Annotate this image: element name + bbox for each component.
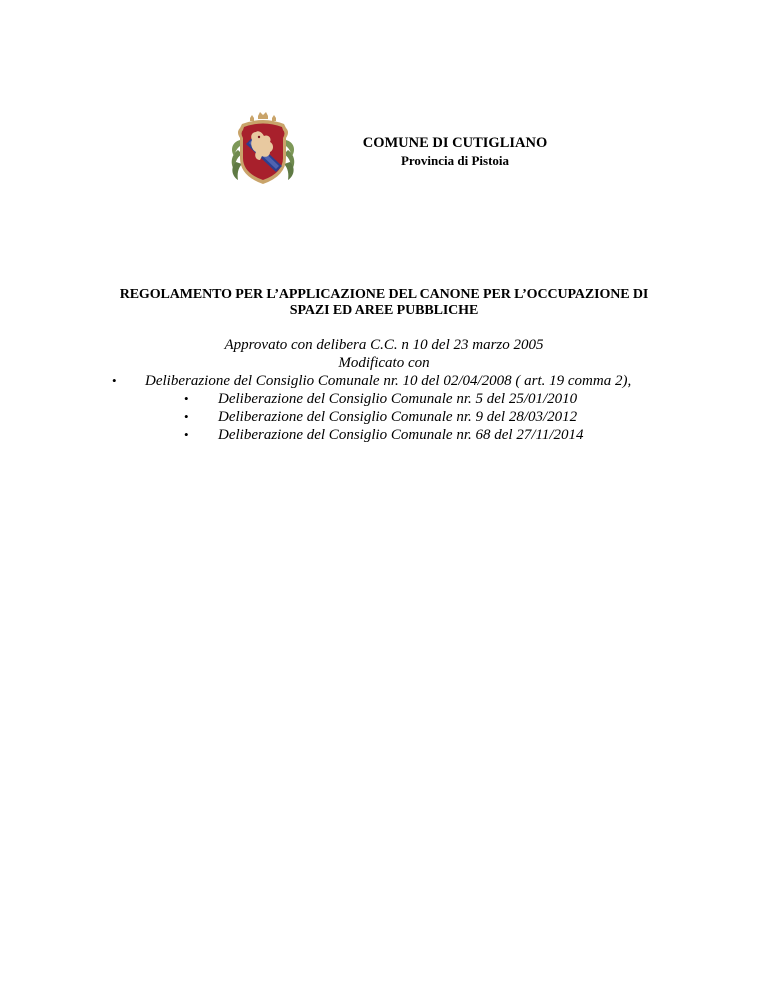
bullet-icon: • xyxy=(184,409,189,424)
document-title xyxy=(70,287,698,319)
amendments-list xyxy=(0,372,768,444)
comune-name: COMUNE DI CUTIGLIANO xyxy=(362,135,548,151)
approval-line: Approvato con delibera C.C. n 10 del 23 marzo 2005 xyxy=(224,337,544,353)
bullet-icon: • xyxy=(184,427,189,442)
amendment-item xyxy=(0,408,768,426)
document-title-line-2: SPAZI ED AREE PUBBLICHE xyxy=(289,303,479,318)
amendment-item xyxy=(0,390,768,408)
bullet-icon: • xyxy=(112,373,117,388)
modified-with-line: Modificato con xyxy=(338,355,430,371)
amendment-text: Deliberazione del Consiglio Comunale nr. 9 del 28/03/2012 xyxy=(218,409,578,425)
amendment-text: Deliberazione del Consiglio Comunale nr. 5 del 25/01/2010 xyxy=(218,391,578,407)
letterhead xyxy=(340,135,570,170)
document-title-line-1: REGOLAMENTO PER L’APPLICAZIONE DEL CANONE PER L’OCCUPAZIONE DI xyxy=(119,287,649,302)
amendment-item xyxy=(0,426,768,444)
coat-of-arms-icon xyxy=(228,110,298,188)
bullet-icon: • xyxy=(184,391,189,406)
provincia-name: Provincia di Pistoia xyxy=(400,153,510,168)
approval-note xyxy=(0,336,768,372)
amendment-item xyxy=(0,372,768,390)
amendment-text: Deliberazione del Consiglio Comunale nr. 10 del 02/04/2008 ( art. 19 comma 2), xyxy=(145,373,632,389)
amendment-text: Deliberazione del Consiglio Comunale nr. 68 del 27/11/2014 xyxy=(218,427,584,443)
